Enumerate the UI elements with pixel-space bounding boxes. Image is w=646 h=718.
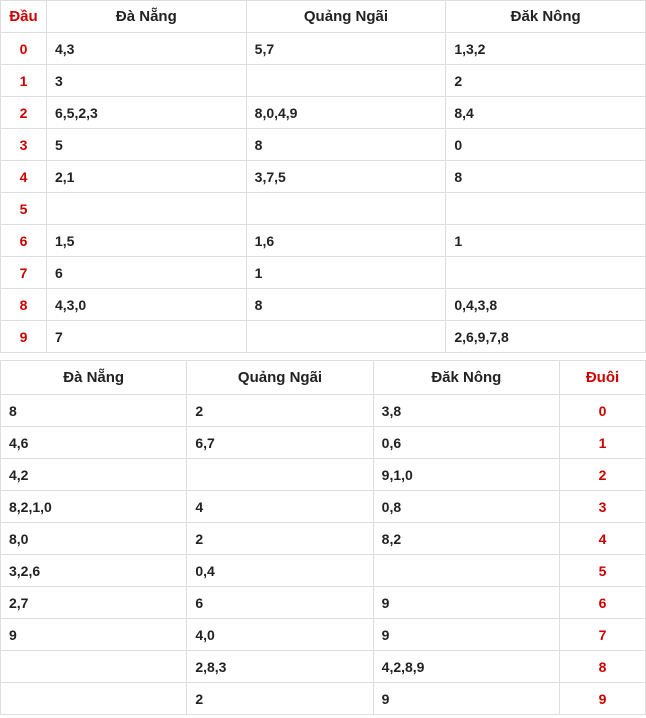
head-table-body [1, 33, 646, 353]
tail-row-key: 0 [560, 395, 646, 427]
tail-cell-danang: 8 [1, 395, 187, 427]
tail-cell-quangngai: 0,4 [187, 555, 373, 587]
tail-cell-quangngai: 4,0 [187, 619, 373, 651]
table-row [1, 427, 646, 459]
table-gap-divider [0, 353, 646, 359]
tail-table-header-row [1, 361, 646, 395]
tail-cell-quangngai [187, 459, 373, 491]
tail-cell-daknong: 0,6 [373, 427, 559, 459]
tail-column-quangngai: Quảng Ngãi [187, 361, 373, 395]
tail-cell-daknong: 9 [373, 587, 559, 619]
table-row [1, 619, 646, 651]
head-row-key: 5 [1, 193, 47, 225]
tail-column-key: Đuôi [560, 361, 646, 395]
tail-cell-quangngai: 2 [187, 523, 373, 555]
head-cell-daknong: 8,4 [446, 97, 646, 129]
head-row-key: 6 [1, 225, 47, 257]
table-row [1, 459, 646, 491]
table-row [1, 289, 646, 321]
head-cell-quangngai [246, 65, 446, 97]
head-cell-danang: 6 [47, 257, 247, 289]
head-row-key: 2 [1, 97, 47, 129]
table-row [1, 225, 646, 257]
tail-cell-quangngai: 6,7 [187, 427, 373, 459]
head-cell-daknong: 1 [446, 225, 646, 257]
tail-row-key: 8 [560, 651, 646, 683]
tail-row-key: 7 [560, 619, 646, 651]
head-cell-quangngai: 8,0,4,9 [246, 97, 446, 129]
head-table-header [1, 1, 646, 33]
head-column-daknong: Đăk Nông [446, 1, 646, 33]
tail-cell-daknong: 9 [373, 683, 559, 715]
head-cell-danang: 4,3 [47, 33, 247, 65]
tail-cell-danang: 8,2,1,0 [1, 491, 187, 523]
head-cell-quangngai: 5,7 [246, 33, 446, 65]
head-cell-daknong [446, 193, 646, 225]
table-row [1, 321, 646, 353]
head-cell-danang: 3 [47, 65, 247, 97]
head-cell-danang: 5 [47, 129, 247, 161]
head-cell-daknong [446, 257, 646, 289]
head-cell-daknong: 0,4,3,8 [446, 289, 646, 321]
tail-cell-quangngai: 2,8,3 [187, 651, 373, 683]
tail-row-key: 2 [560, 459, 646, 491]
head-table-header-row [1, 1, 646, 33]
head-cell-daknong: 2,6,9,7,8 [446, 321, 646, 353]
head-cell-quangngai: 3,7,5 [246, 161, 446, 193]
tail-row-key: 6 [560, 587, 646, 619]
head-digit-table [0, 0, 646, 353]
head-cell-danang: 7 [47, 321, 247, 353]
tail-row-key: 9 [560, 683, 646, 715]
table-row [1, 523, 646, 555]
tail-digit-table [0, 360, 646, 715]
table-row [1, 193, 646, 225]
head-row-key: 3 [1, 129, 47, 161]
tail-cell-danang: 2,7 [1, 587, 187, 619]
table-row [1, 651, 646, 683]
head-row-key: 9 [1, 321, 47, 353]
head-cell-quangngai: 1,6 [246, 225, 446, 257]
head-cell-danang: 2,1 [47, 161, 247, 193]
head-column-quangngai: Quảng Ngãi [246, 1, 446, 33]
head-row-key: 7 [1, 257, 47, 289]
head-cell-quangngai: 8 [246, 289, 446, 321]
head-column-danang: Đà Nẵng [47, 1, 247, 33]
head-cell-danang: 1,5 [47, 225, 247, 257]
table-row [1, 161, 646, 193]
head-cell-daknong: 1,3,2 [446, 33, 646, 65]
table-row [1, 65, 646, 97]
tail-cell-daknong [373, 555, 559, 587]
tail-cell-quangngai: 4 [187, 491, 373, 523]
tail-cell-quangngai: 2 [187, 683, 373, 715]
tail-cell-daknong: 8,2 [373, 523, 559, 555]
tail-cell-quangngai: 2 [187, 395, 373, 427]
table-row [1, 129, 646, 161]
tail-row-key: 1 [560, 427, 646, 459]
tail-column-danang: Đà Nẵng [1, 361, 187, 395]
tail-row-key: 4 [560, 523, 646, 555]
tail-cell-danang: 3,2,6 [1, 555, 187, 587]
head-column-key: Đầu [1, 1, 47, 33]
table-row [1, 97, 646, 129]
tail-cell-danang: 4,6 [1, 427, 187, 459]
head-cell-quangngai: 1 [246, 257, 446, 289]
table-row [1, 587, 646, 619]
head-cell-danang [47, 193, 247, 225]
table-row [1, 683, 646, 715]
head-cell-danang: 4,3,0 [47, 289, 247, 321]
tail-column-daknong: Đăk Nông [373, 361, 559, 395]
table-row [1, 395, 646, 427]
table-row [1, 33, 646, 65]
tail-cell-daknong: 3,8 [373, 395, 559, 427]
tail-row-key: 3 [560, 491, 646, 523]
head-cell-daknong: 2 [446, 65, 646, 97]
table-row [1, 491, 646, 523]
tail-cell-danang: 4,2 [1, 459, 187, 491]
head-cell-daknong: 8 [446, 161, 646, 193]
tail-table-header [1, 361, 646, 395]
tail-cell-danang [1, 651, 187, 683]
table-row [1, 257, 646, 289]
head-row-key: 1 [1, 65, 47, 97]
tail-cell-daknong: 9 [373, 619, 559, 651]
tail-cell-danang [1, 683, 187, 715]
tail-cell-quangngai: 6 [187, 587, 373, 619]
head-cell-daknong: 0 [446, 129, 646, 161]
tail-table-body [1, 395, 646, 715]
tail-cell-daknong: 9,1,0 [373, 459, 559, 491]
head-cell-quangngai [246, 193, 446, 225]
tail-row-key: 5 [560, 555, 646, 587]
tail-cell-daknong: 0,8 [373, 491, 559, 523]
head-cell-danang: 6,5,2,3 [47, 97, 247, 129]
tail-cell-danang: 8,0 [1, 523, 187, 555]
head-row-key: 8 [1, 289, 47, 321]
head-row-key: 0 [1, 33, 47, 65]
head-cell-quangngai [246, 321, 446, 353]
table-row [1, 555, 646, 587]
head-cell-quangngai: 8 [246, 129, 446, 161]
tail-cell-daknong: 4,2,8,9 [373, 651, 559, 683]
tail-cell-danang: 9 [1, 619, 187, 651]
head-row-key: 4 [1, 161, 47, 193]
